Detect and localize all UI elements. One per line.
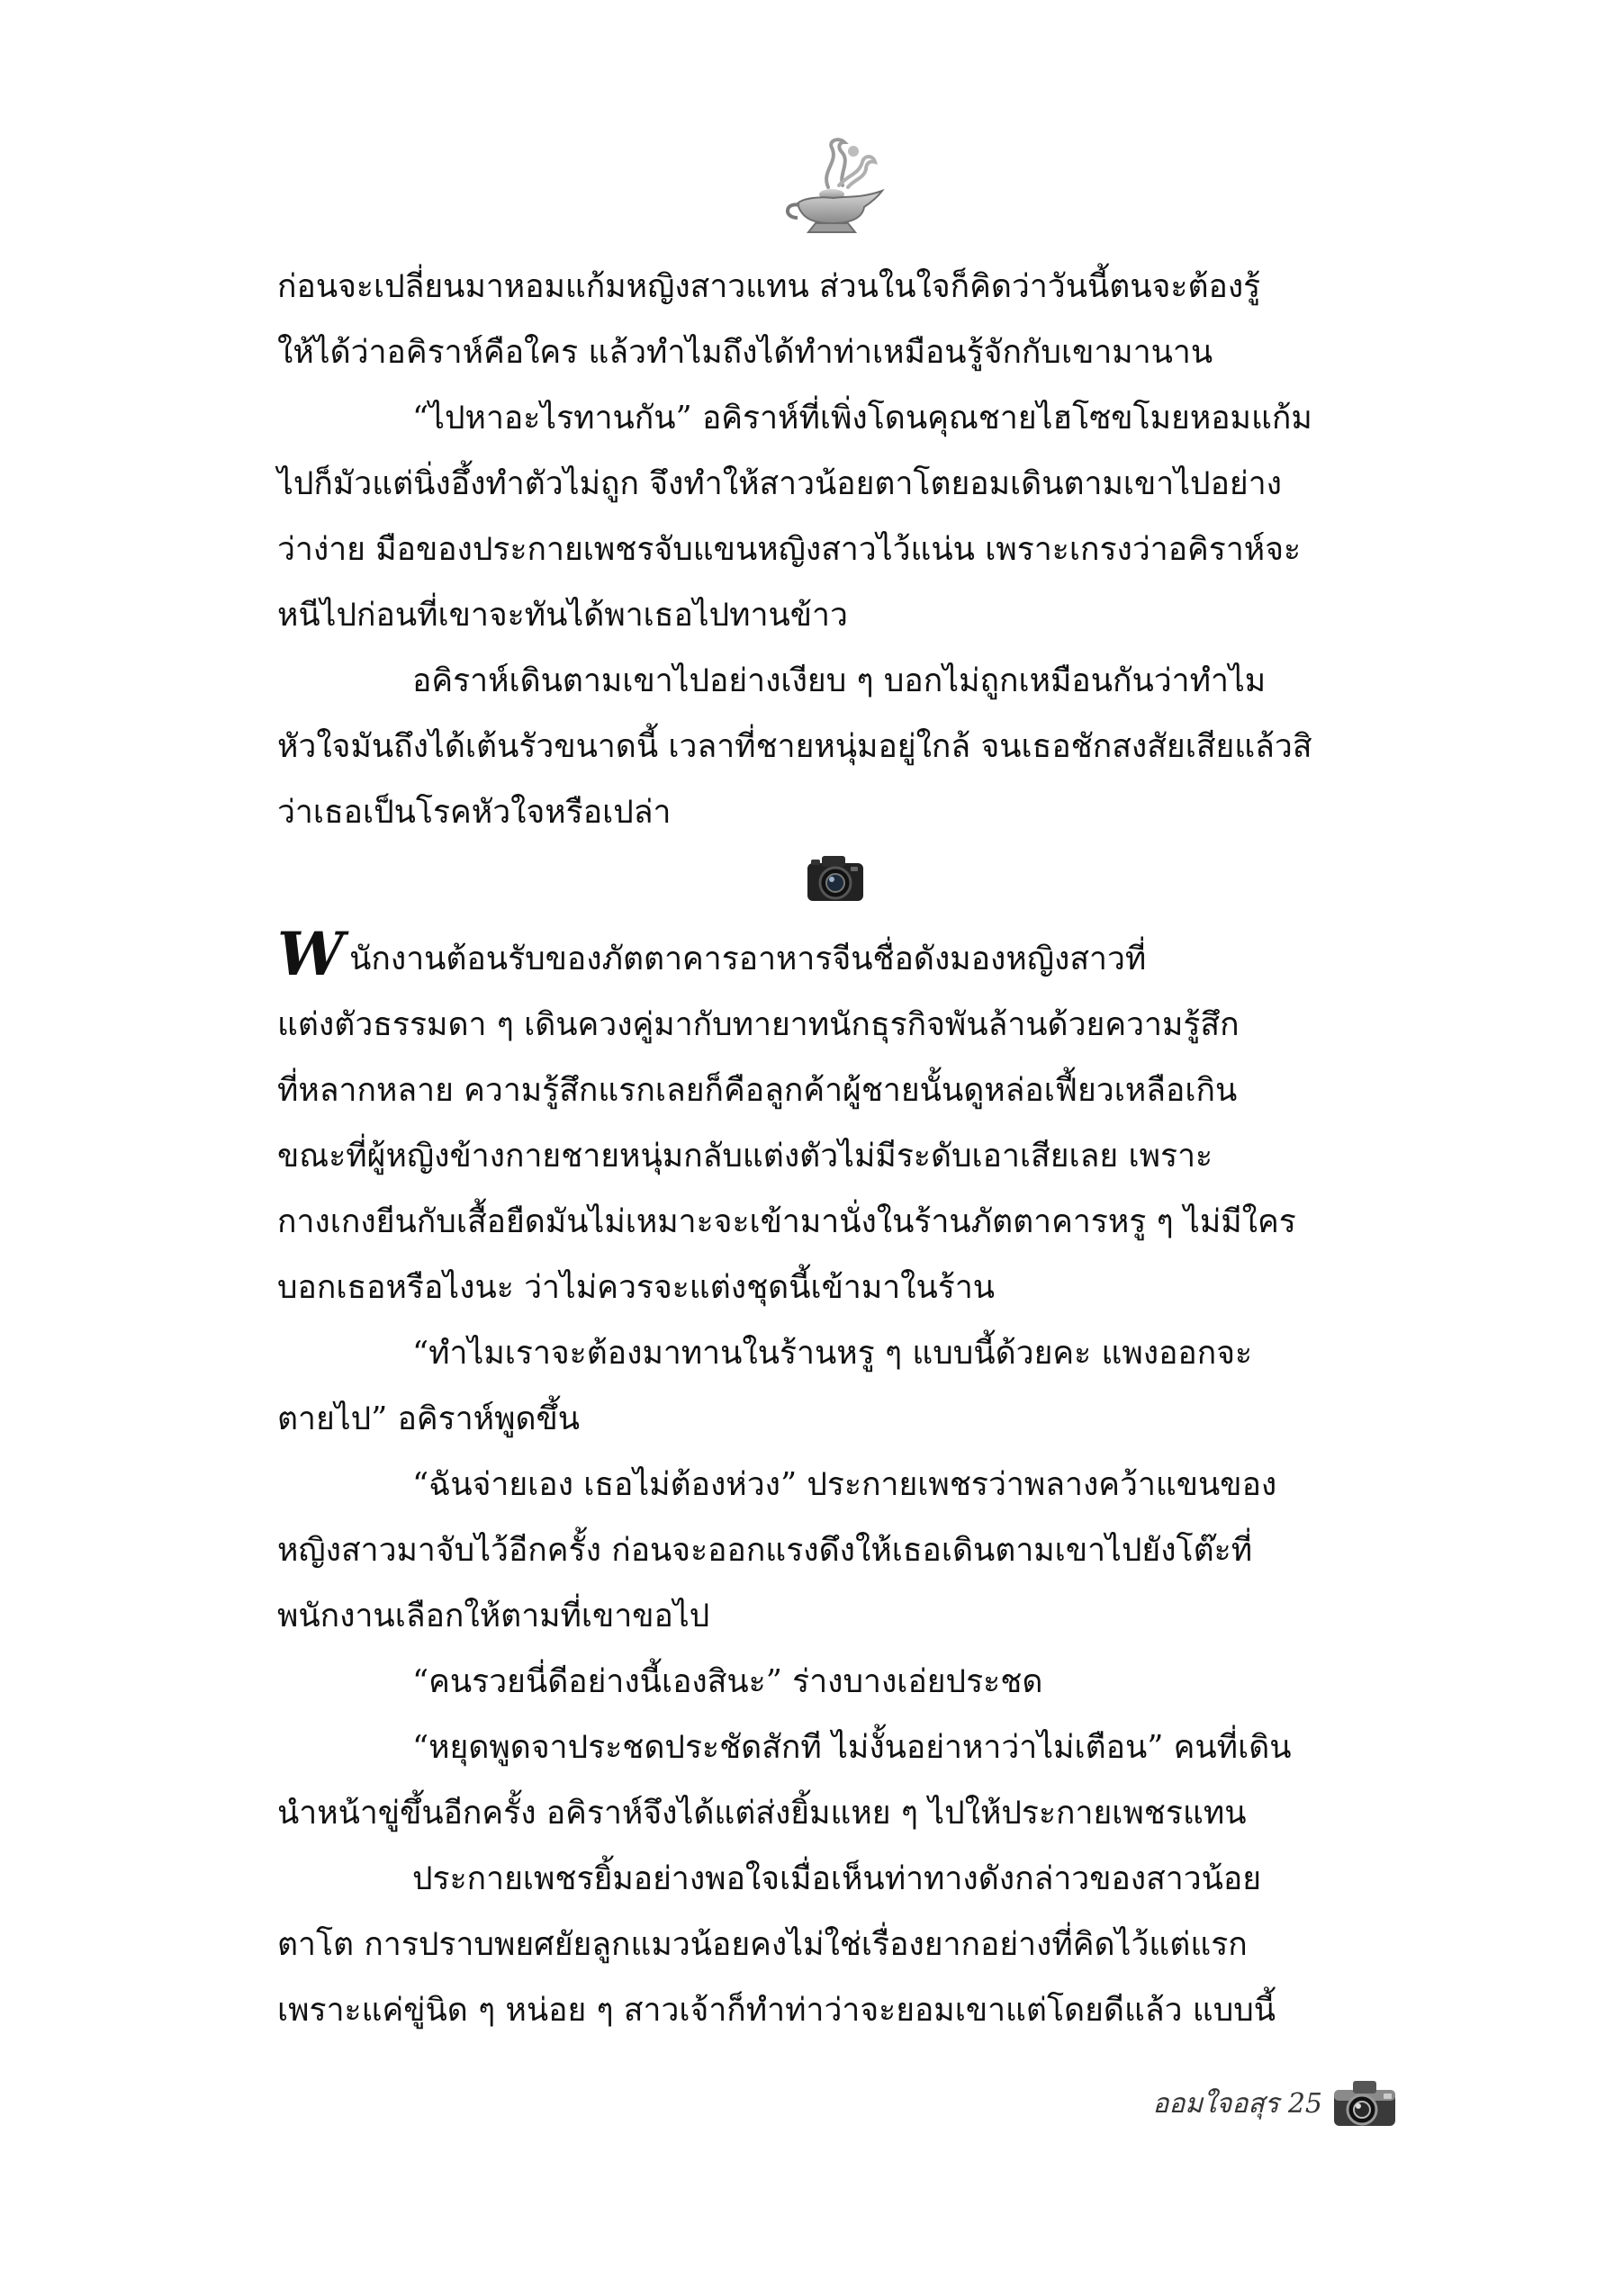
page-footer xyxy=(1152,2077,1398,2129)
paragraph-line: อคิราห์เดินตามเขาไปอย่างเงียบ ๆ บอกไม่ถูกเหมือนกันว่าทำไม xyxy=(412,662,1267,699)
paragraph-line: “คนรวยนี่ดีอย่างนี้เองสินะ” ร่างบางเอ่ยประชด xyxy=(412,1663,1043,1700)
paragraph-line: นำหน้าขู่ขึ้นอีกครั้ง อคิราห์จึงได้แต่ส่งยิ้มแหย ๆ ไปให้ประกายเพชรแทน xyxy=(277,1795,1247,1832)
camera-icon xyxy=(1331,2077,1398,2129)
paragraph-line: “ไปหาอะไรทานกัน” อคิราห์ที่เพิ่งโดนคุณชายไฮโซขโมยหอมแก้ม xyxy=(412,400,1312,437)
paragraph-line: หญิงสาวมาจับไว้อีกครั้ง ก่อนจะออกแรงดึงให้เธอเดินตามเขาไปยังโต๊ะที่ xyxy=(277,1532,1253,1569)
genie-lamp-icon xyxy=(776,135,893,243)
paragraph-line: หัวใจมันถึงได้เต้นรัวขนาดนี้ เวลาที่ชายหนุ่มอยู่ใกล้ จนเธอชักสงสัยเสียแล้วสิ xyxy=(277,728,1312,765)
paragraph-line: บอกเธอหรือไงนะ ว่าไม่ควรจะแต่งชุดนี้เข้ามาในร้าน xyxy=(277,1269,996,1306)
scene-separator xyxy=(277,845,1393,926)
paragraph-line: “ทำไมเราจะต้องมาทานในร้านหรู ๆ แบบนี้ด้วยคะ แพงออกจะ xyxy=(412,1335,1253,1372)
paragraph-line-text: นักงานต้อนรับของภัตตาคารอาหารจีนชื่อดังมองหญิงสาวที่ xyxy=(349,941,1147,977)
paragraph-line: พนักงานเลือกให้ตามที่เขาขอไป xyxy=(277,1598,710,1634)
section-two xyxy=(277,919,1393,2043)
paragraph-line: ว่าง่าย มือของประกายเพชรจับแขนหญิงสาวไว้แน่น เพราะเกรงว่าอคิราห์จะ xyxy=(277,531,1302,568)
drop-cap: W xyxy=(277,919,345,989)
page-number: 25 xyxy=(1287,2087,1322,2120)
paragraph-line: ก่อนจะเปลี่ยนมาหอมแก้มหญิงสาวแทน ส่วนในใจก็คิดว่าวันนี้ตนจะต้องรู้ xyxy=(277,268,1261,305)
paragraph-line: ว่าเธอเป็นโรคหัวใจหรือเปล่า xyxy=(277,794,672,831)
paragraph-line: ให้ได้ว่าอคิราห์คือใคร แล้วทำไมถึงได้ทำท่าเหมือนรู้จักกับเขามานาน xyxy=(277,334,1213,371)
paragraph-line: ที่หลากหลาย ความรู้สึกแรกเลยก็คือลูกค้าผู้ชายนั้นดูหล่อเฟี้ยวเหลือเกิน xyxy=(277,1072,1238,1109)
paragraph-line: ไปก็มัวแต่นิ่งอึ้งทำตัวไม่ถูก จึงทำให้สาวน้อยตาโตยอมเดินตามเขาไปอย่าง xyxy=(277,465,1282,502)
paragraph-line: แต่งตัวธรรมดา ๆ เดินควงคู่มากับทายาทนักธุรกิจพันล้านด้วยความรู้สึก xyxy=(277,1006,1240,1043)
paragraph-line: หนีไปก่อนที่เขาจะทันได้พาเธอไปทานข้าว xyxy=(277,597,848,634)
paragraph-line-dropcap xyxy=(277,919,1393,992)
paragraph-line: เพราะแค่ขู่นิด ๆ หน่อย ๆ สาวเจ้าก็ทำท่าว่าจะยอมเขาแต่โดยดีแล้ว แบบนี้ xyxy=(277,1992,1276,2029)
paragraph-line: “หยุดพูดจาประชดประชัดสักที ไม่งั้นอย่าหาว่าไม่เตือน” คนที่เดิน xyxy=(412,1729,1292,1766)
paragraph-line: ประกายเพชรยิ้มอย่างพอใจเมื่อเห็นท่าทางดังกล่าวของสาวน้อย xyxy=(412,1860,1262,1897)
paragraph-line: ตายไป” อคิราห์พูดขึ้น xyxy=(277,1400,581,1437)
paragraph-line: “ฉันจ่ายเอง เธอไม่ต้องห่วง” ประกายเพชรว่าพลางคว้าแขนของ xyxy=(412,1466,1277,1503)
body-text xyxy=(277,254,1393,2043)
paragraph-line: ขณะที่ผู้หญิงข้างกายชายหนุ่มกลับแต่งตัวไม่มีระดับเอาเสียเลย เพราะ xyxy=(277,1138,1213,1175)
paragraph-line: ตาโต การปราบพยศยัยลูกแมวน้อยคงไม่ใช่เรื่องยากอย่างที่คิดไว้แต่แรก xyxy=(277,1926,1248,1963)
section-one xyxy=(277,254,1393,845)
camera-icon xyxy=(804,851,867,906)
footer-book-title: ออมใจอสุร xyxy=(1152,2087,1279,2120)
paragraph-line: กางเกงยีนกับเสื้อยืดมันไม่เหมาะจะเข้ามานั่งในร้านภัตตาคารหรู ๆ ไม่มีใคร xyxy=(277,1203,1296,1240)
